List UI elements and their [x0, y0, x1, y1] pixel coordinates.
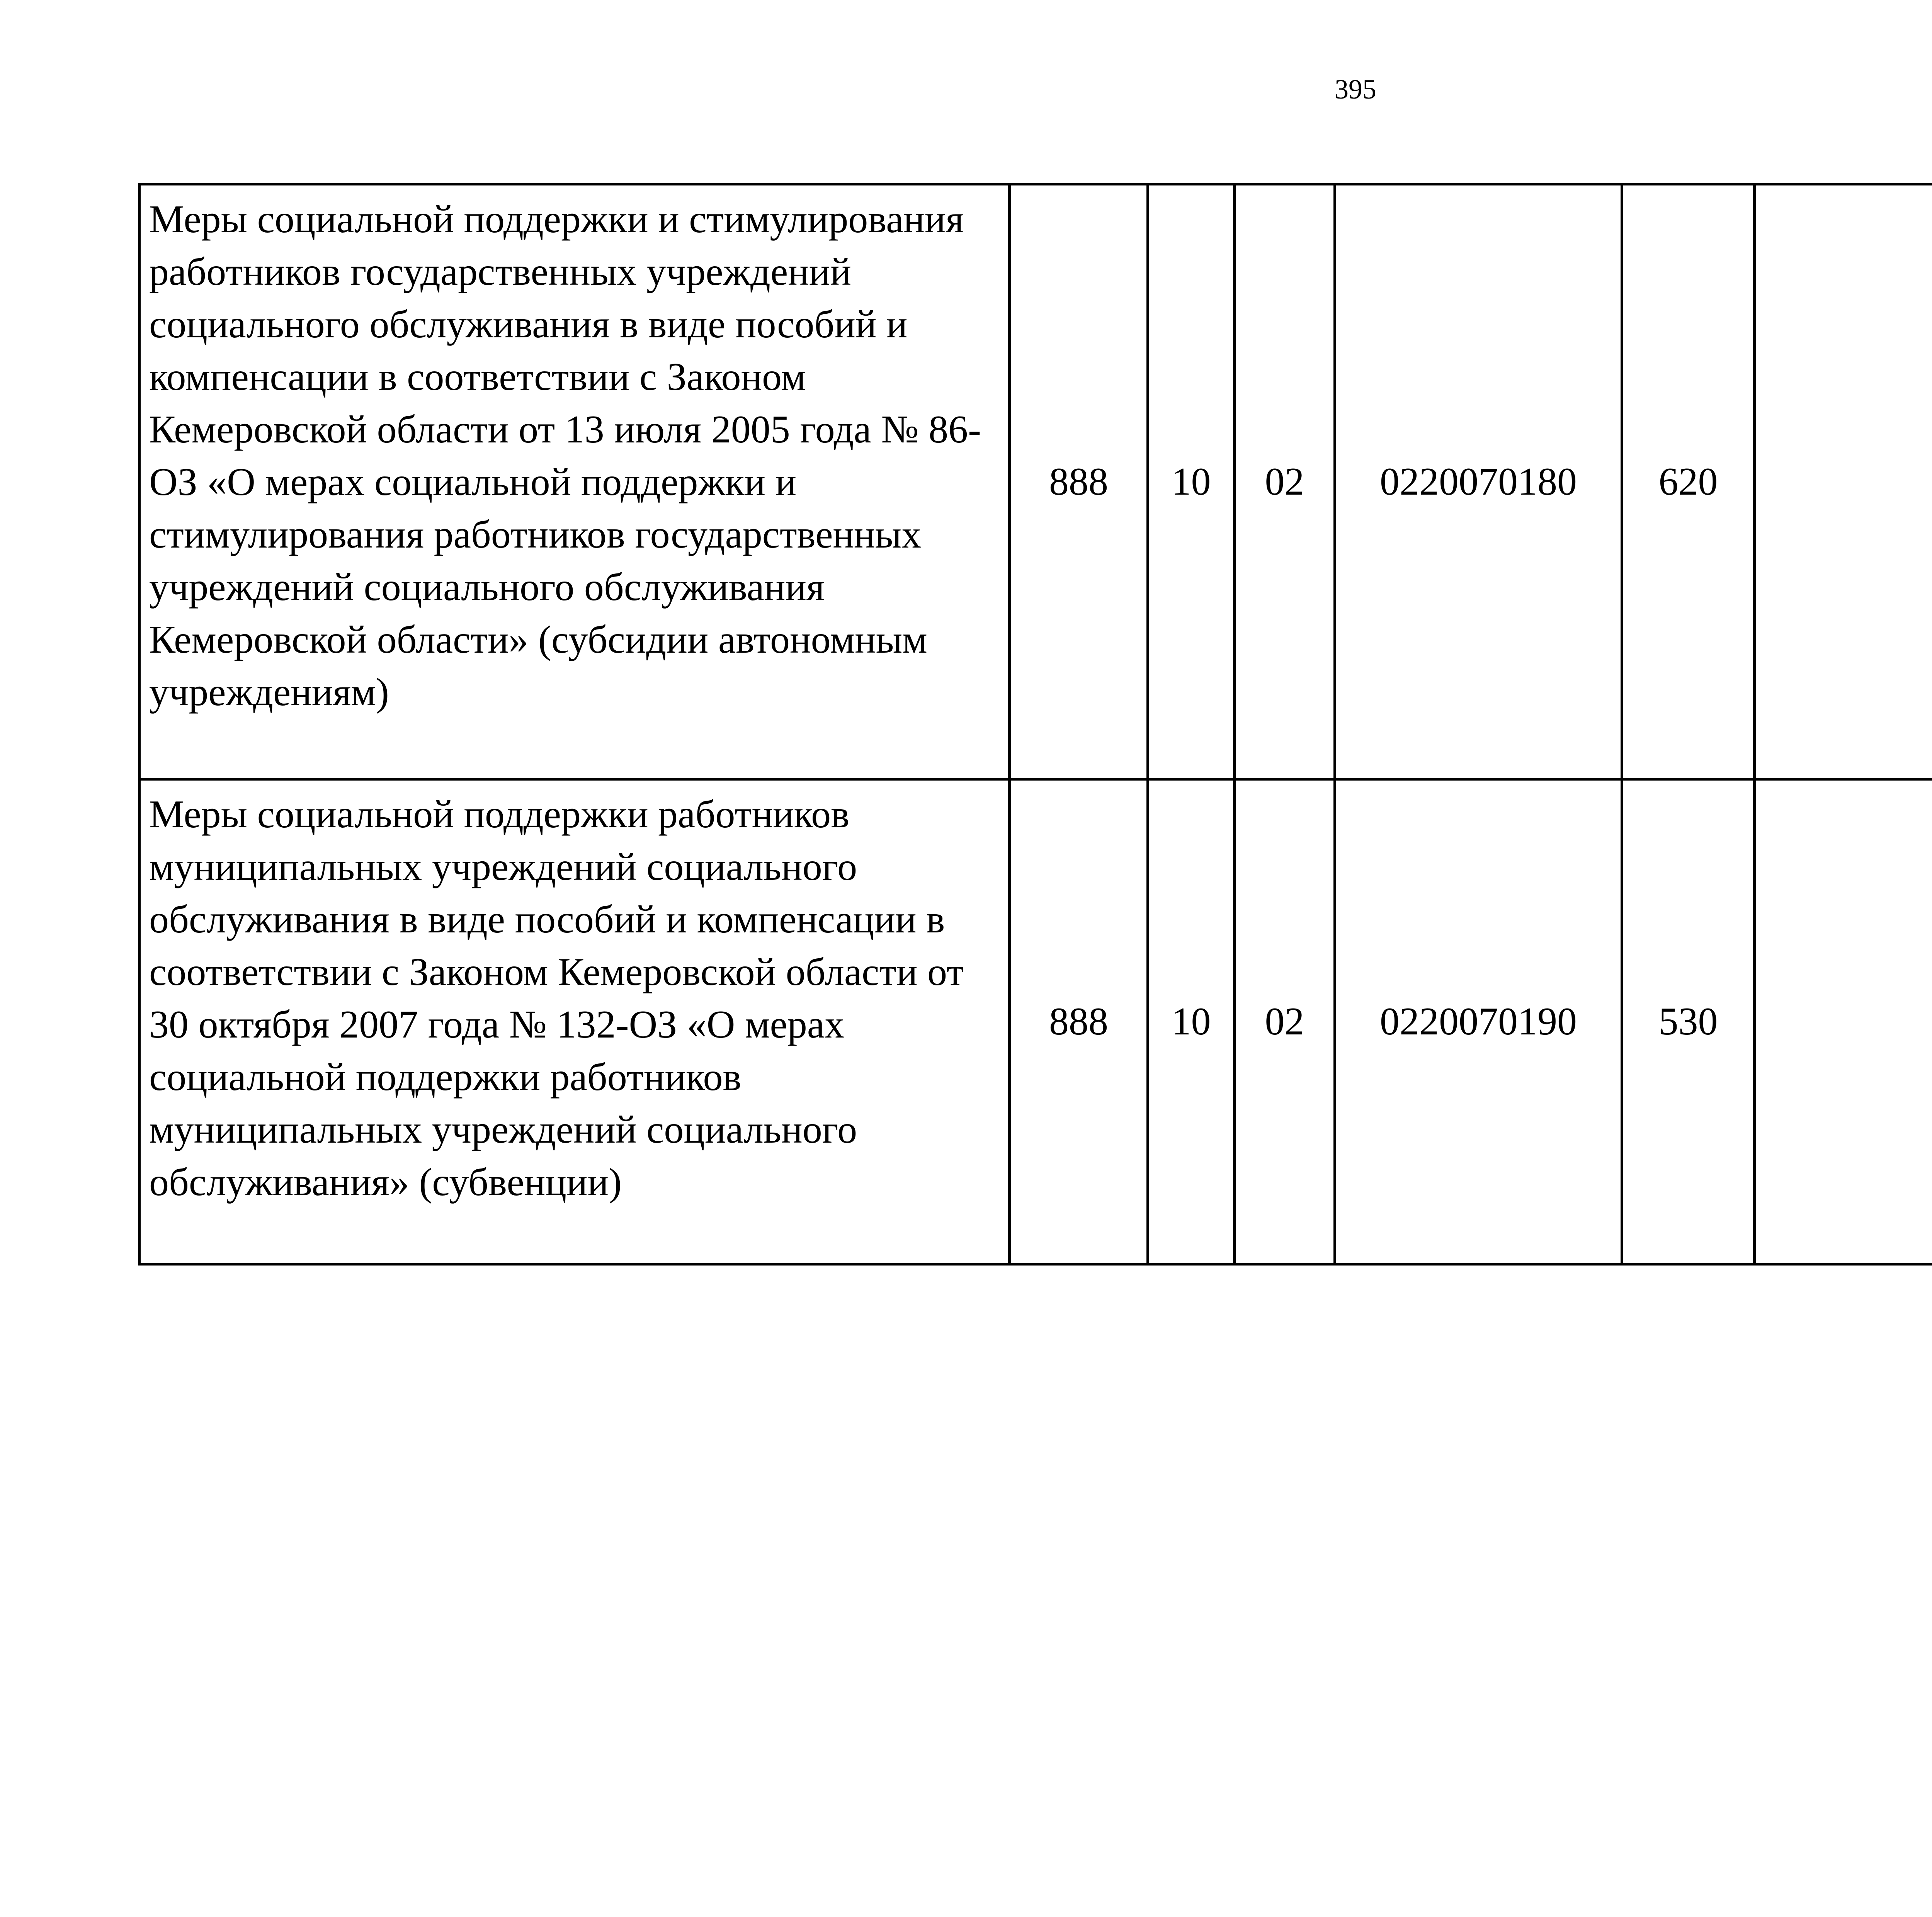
subsection-cell: 02: [1235, 779, 1335, 1264]
target-article-cell: 0220070180: [1335, 184, 1622, 779]
page-number: 395: [1335, 74, 1376, 105]
table-row: [139, 779, 1932, 1264]
section-cell: 10: [1148, 779, 1235, 1264]
expense-type-cell: 620: [1622, 184, 1755, 779]
amount-1-cell: [1755, 779, 1932, 1264]
amount-1-cell: [1755, 184, 1932, 779]
expense-type-cell: 530: [1622, 779, 1755, 1264]
target-article-cell: 0220070190: [1335, 779, 1622, 1264]
row-description: Меры социальной поддержки работников муниципальных учреждений социального обслуживания в виде пособий и компенсации в соответствии с Законом Кемеровской области от 30 октября 2007 года № 132-ОЗ «О мерах социальной поддержки работников муниципальных учреждений социального обслуживания» (субвенции): [139, 779, 1010, 1264]
ministry-code-cell: 888: [1010, 779, 1148, 1264]
table-row: [139, 184, 1932, 779]
subsection-cell: 02: [1235, 184, 1335, 779]
ministry-code-cell: 888: [1010, 184, 1148, 779]
section-cell: 10: [1148, 184, 1235, 779]
budget-table: [138, 183, 1932, 1266]
row-description: Меры социальной поддержки и стимулирования работников государственных учреждений социального обслуживания в виде пособий и компенсации в соответствии с Законом Кемеровской области от 13 июля 2005 года № 86-ОЗ «О мерах социальной поддержки и стимулирования работников государственных учреждений социального обслуживания Кемеровской области» (субсидии автономным учреждениям): [139, 184, 1010, 779]
